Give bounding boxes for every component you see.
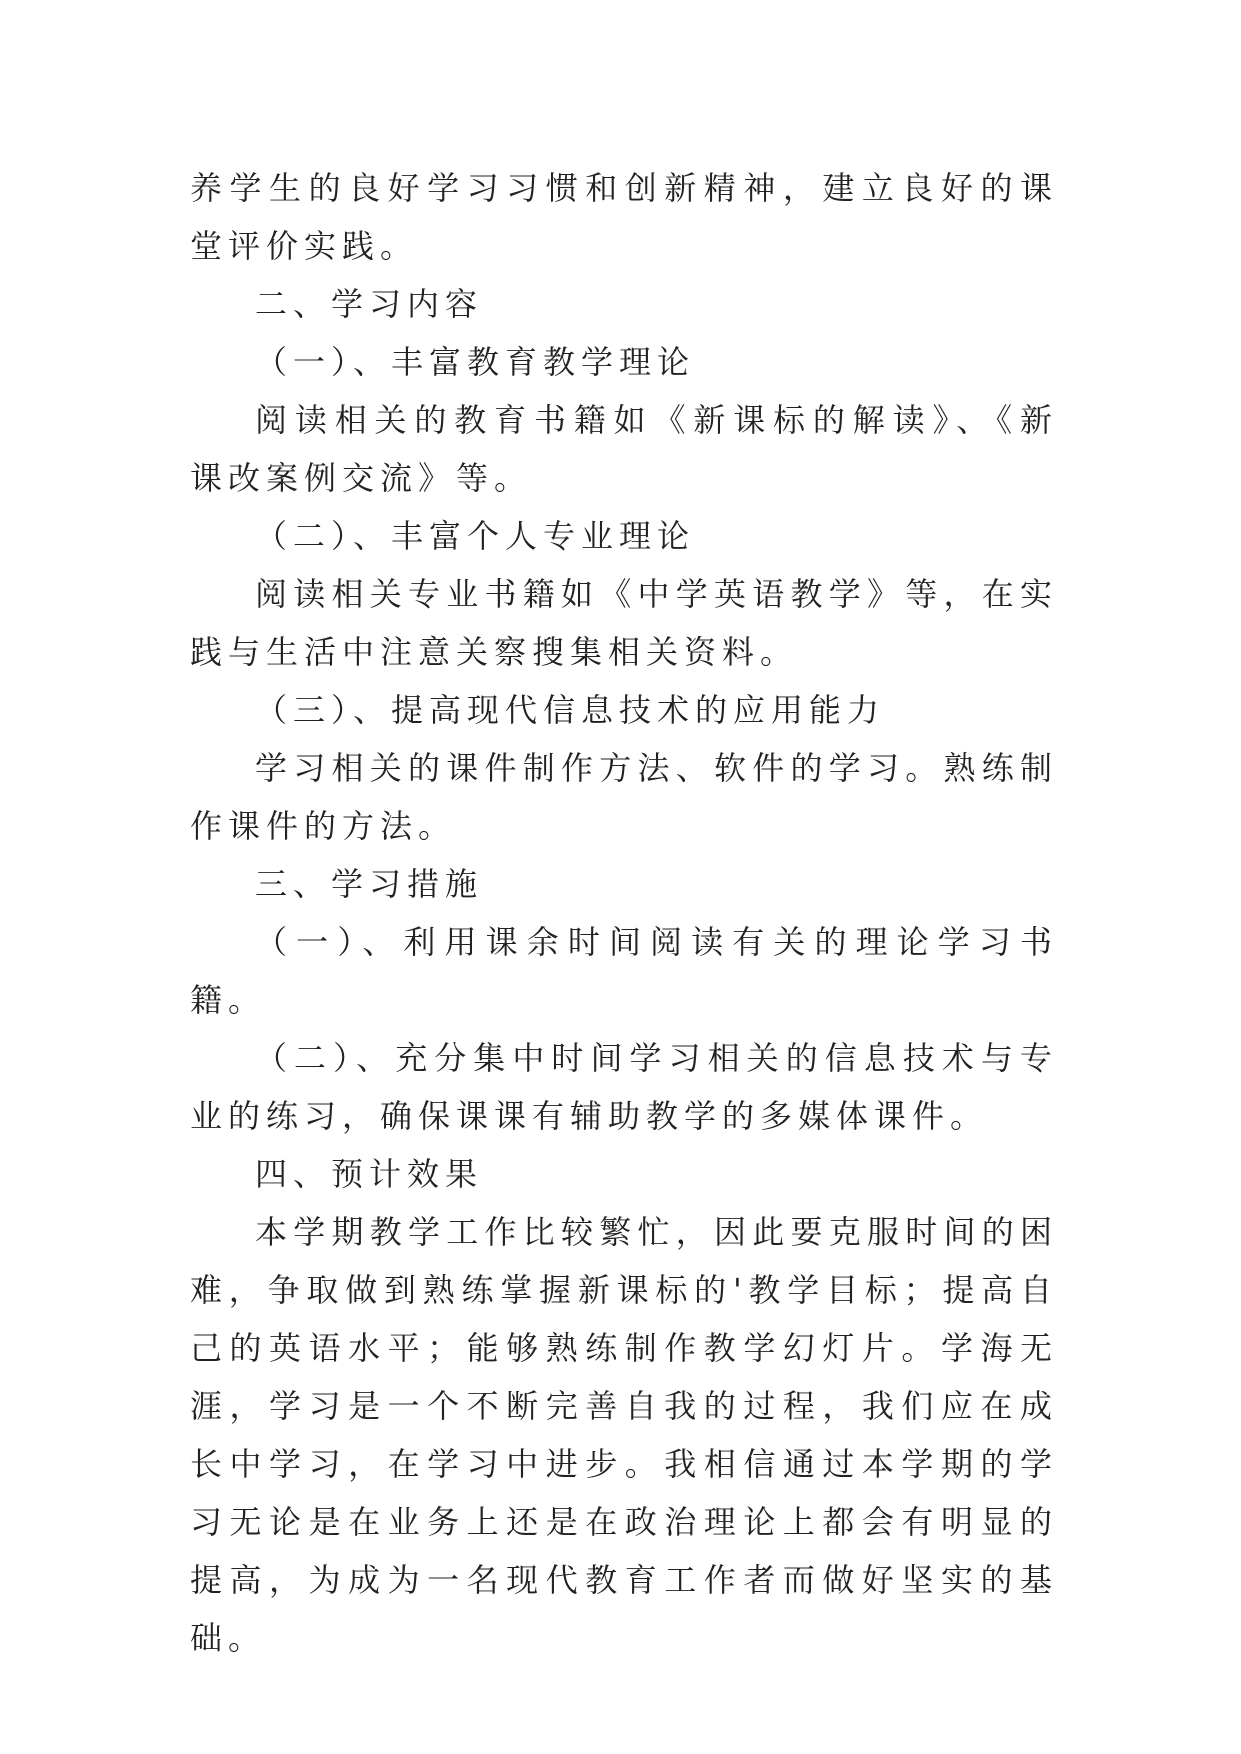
- subheading-education-theory: （一）、丰富教育教学理论: [255, 343, 696, 381]
- subheading-it-skills: （三）、提高现代信息技术的应用能力: [255, 691, 886, 729]
- paragraph-professional-books: 阅读相关专业书籍如《中学英语教学》等，在实践与生活中注意关察搜集相关资料。: [190, 575, 1058, 671]
- section-heading-learning-content: 二、学习内容: [255, 285, 484, 323]
- section-heading-learning-measures: 三、学习措施: [255, 865, 484, 903]
- measure-item-2: （二）、充分集中时间学习相关的信息技术与专业的练习，确保课课有辅助教学的多媒体课件。: [190, 1039, 1058, 1135]
- measure-item-1: （一）、利用课余时间阅读有关的理论学习书籍。: [190, 923, 1058, 1019]
- paragraph-courseware: 学习相关的课件制作方法、软件的学习。熟练制作课件的方法。: [190, 749, 1058, 845]
- section-heading-expected-effect: 四、预计效果: [255, 1155, 484, 1193]
- document-body: [190, 159, 1058, 1667]
- paragraph-expected-effect: 本学期教学工作比较繁忙，因此要克服时间的困难，争取做到熟练掌握新课标的'教学目标；提高自己的英语水平；能够熟练制作教学幻灯片。学海无涯，学习是一个不断完善自我的过程，我们应在成长中学习，在学习中进步。我相信通过本学期的学习无论是在业务上还是在政治理论上都会有明显的提高，为成为一名现代教育工作者而做好坚实的基础。: [190, 1213, 1058, 1657]
- subheading-professional-theory: （二）、丰富个人专业理论: [255, 517, 696, 555]
- paragraph-continuation: 养学生的良好学习习惯和创新精神，建立良好的课堂评价实践。: [190, 169, 1058, 265]
- paragraph-education-books: 阅读相关的教育书籍如《新课标的解读》、《新课改案例交流》等。: [190, 401, 1058, 497]
